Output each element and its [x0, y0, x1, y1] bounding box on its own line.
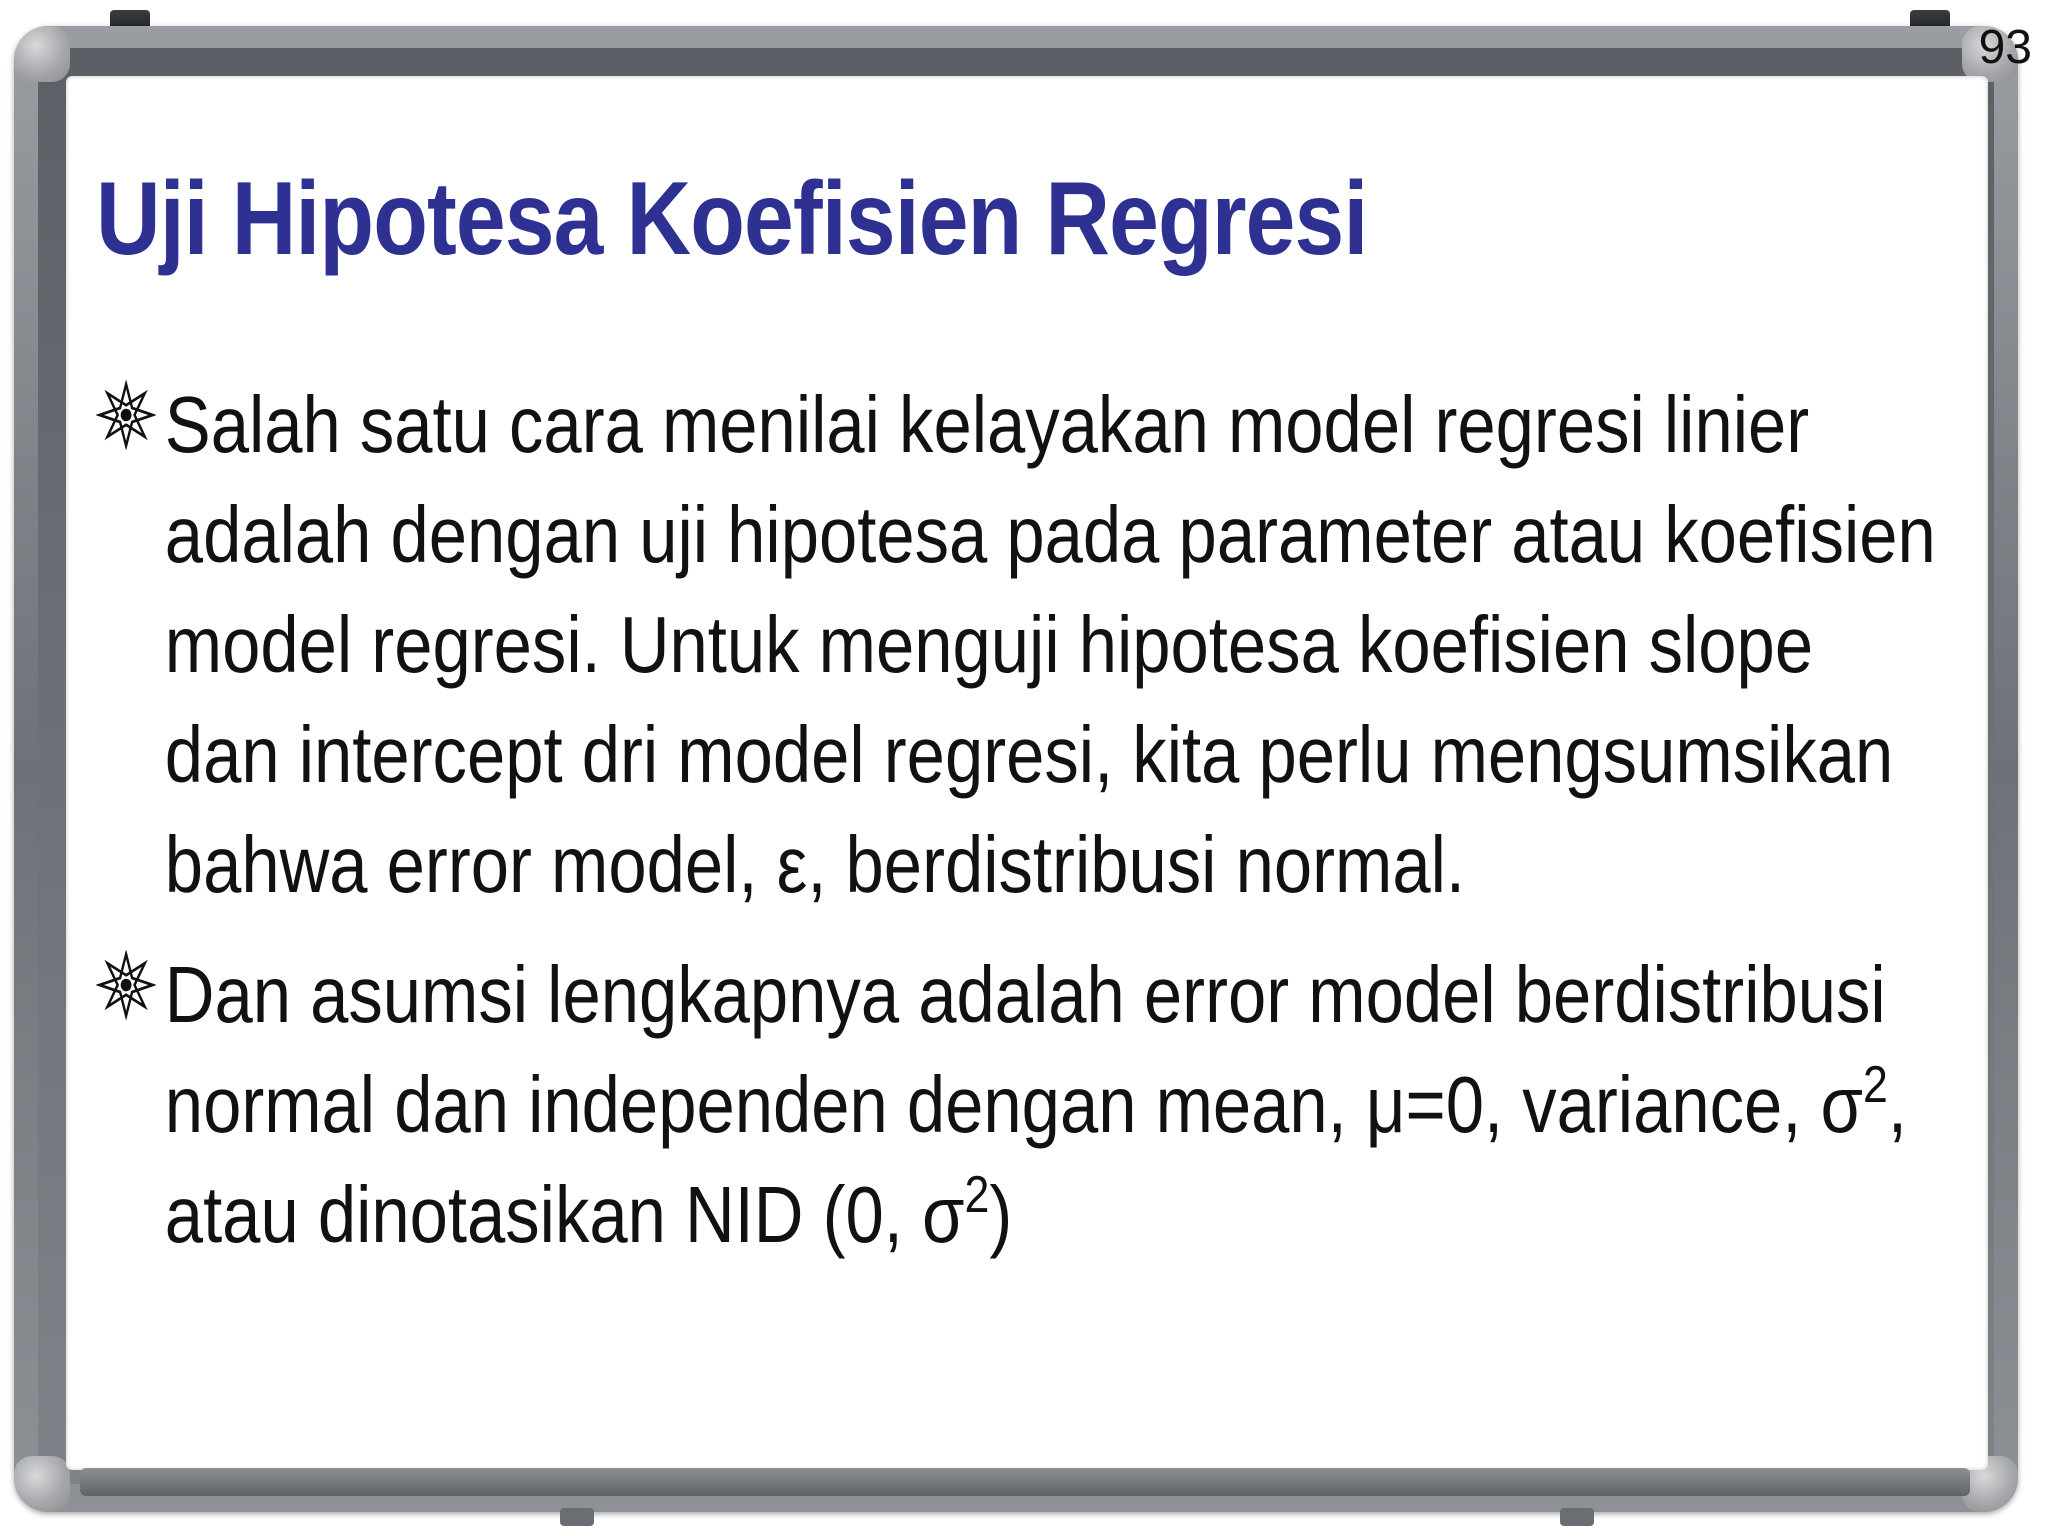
slide-title: Uji Hipotesa Koefisien Regresi	[96, 161, 1368, 277]
bullet-text-end: )	[989, 1170, 1013, 1259]
superscript-squared: 2	[964, 1166, 990, 1224]
bullet-item-1	[96, 370, 1945, 920]
bullet-text: Salah satu cara menilai kelayakan model regresi linier adalah dengan uji hipotesa pada parameter atau koefisien model regresi. Untuk menguji hipotesa koefisien slope dan intercept dri model regresi, kita perlu mengsumsikan bahwa error model, ε, berdistribusi normal.	[164, 380, 1936, 909]
bullet-text-lead: Dan asumsi lengkapnya adalah error model berdistribusi normal dan independen dengan mean, μ=0, variance, σ	[164, 950, 1886, 1149]
marker-tray	[80, 1468, 1970, 1496]
frame-corner-top-left	[14, 26, 70, 82]
frame-corner-bottom-left	[14, 1456, 70, 1512]
superscript-squared: 2	[1862, 1056, 1888, 1114]
tray-foot-left	[560, 1508, 594, 1526]
bullet-list	[96, 370, 1945, 1290]
bullet-text-mid: , atau dinotasikan NID (0, σ	[164, 1060, 1907, 1259]
tray-foot-right	[1560, 1508, 1594, 1526]
eight-pointed-star-icon	[96, 380, 156, 450]
eight-pointed-star-icon	[96, 950, 156, 1020]
bullet-item-2	[96, 940, 1945, 1270]
page-number: 93	[1978, 21, 2032, 74]
